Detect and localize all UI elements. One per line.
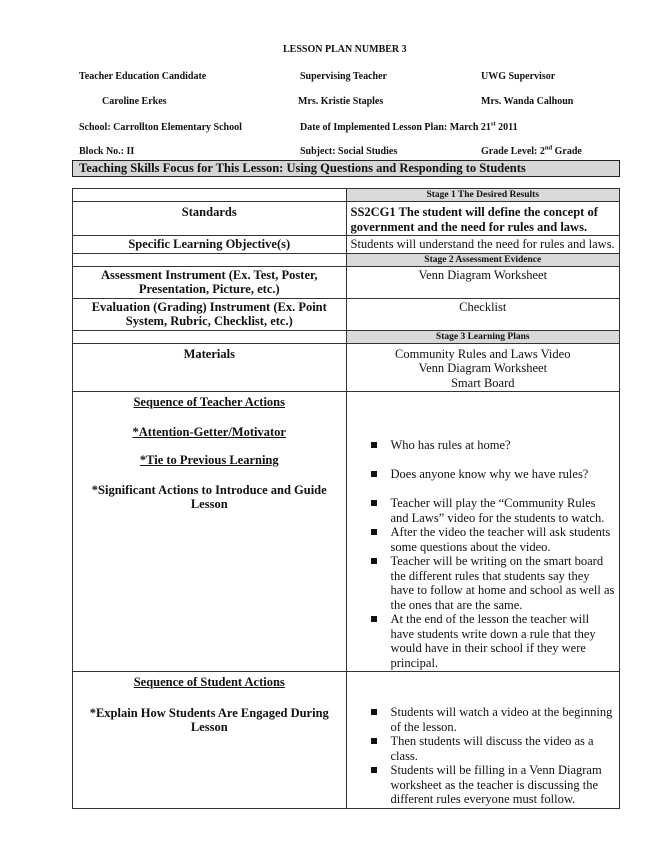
significant-bullets [351, 496, 616, 670]
teacher-sequence-label: Sequence of Teacher Actions [133, 395, 285, 409]
list-item: Does anyone know why we have rules? [351, 467, 616, 482]
significant-actions-label: *Significant Actions to Introduce and Guide Lesson [91, 482, 327, 511]
school-line: School: Carrollton Elementary School [79, 122, 242, 133]
supervising-name: Mrs. Kristie Staples [298, 96, 384, 107]
material-item: Community Rules and Laws Video [395, 346, 571, 361]
list-item: Teacher will be writing on the smart board the different rules that students say they have to follow at home and school as well as the ones that are the same. [351, 554, 616, 612]
attention-bullets [351, 438, 616, 453]
list-item: Students will be filling in a Venn Diagram worksheet as the teacher is discussing the different rules everyone must follow. [351, 763, 616, 807]
subject-line: Subject: Social Studies [300, 146, 398, 157]
objectives-text: Students will understand the need for rules and laws. [346, 236, 620, 254]
stage3-header: Stage 3 Learning Plans [346, 330, 620, 343]
supervising-role-label: Supervising Teacher [300, 71, 387, 82]
uwg-role-label: UWG Supervisor [481, 71, 556, 82]
standards-label: Standards [73, 202, 347, 236]
teacher-actions-content [346, 392, 620, 672]
block-line: Block No.: II [79, 146, 135, 157]
uwg-name: Mrs. Wanda Calhoun [481, 96, 574, 107]
assessment-instrument-label: Assessment Instrument (Ex. Test, Poster, Presentation, Picture, etc.) [73, 266, 347, 298]
list-item: At the end of the lesson the teacher will have students write down a rule that they would have in their school if they were principal. [351, 612, 616, 670]
student-actions-content [346, 672, 620, 809]
materials-label: Materials [73, 343, 347, 392]
student-sequence-label: Sequence of Student Actions [133, 675, 285, 689]
list-item: After the video the teacher will ask students some questions about the video. [351, 525, 616, 554]
stage1-header: Stage 1 The Desired Results [346, 189, 620, 202]
list-item: Teacher will play the “Community Rules and Laws” video for the students to watch. [351, 496, 616, 525]
assessment-instrument-text: Venn Diagram Worksheet [346, 266, 620, 298]
evaluation-instrument-label: Evaluation (Grading) Instrument (Ex. Point System, Rubric, Checklist, etc.) [73, 298, 347, 330]
objectives-label: Specific Learning Objective(s) [73, 236, 347, 254]
explain-engagement-label: *Explain How Students Are Engaged During Lesson [89, 705, 329, 734]
material-item: Venn Diagram Worksheet [418, 361, 548, 375]
list-item: Then students will discuss the video as a class. [351, 734, 616, 763]
attention-getter-label: *Attention-Getter/Motivator [132, 424, 286, 439]
stage2-header: Stage 2 Assessment Evidence [346, 253, 620, 266]
teacher-actions-labels [73, 392, 347, 672]
list-item: Students will watch a video at the beginning of the lesson. [351, 705, 616, 734]
tie-bullets [351, 467, 616, 482]
student-actions-labels [73, 672, 347, 809]
lesson-plan-title: LESSON PLAN NUMBER 3 [283, 44, 407, 55]
evaluation-instrument-text: Checklist [346, 298, 620, 330]
student-bullets [351, 705, 616, 807]
lesson-plan-table [72, 188, 620, 809]
teaching-focus-bar: Teaching Skills Focus for This Lesson: Using Questions and Responding to Students [72, 160, 620, 177]
material-item: Smart Board [450, 375, 515, 390]
tie-previous-label: *Tie to Previous Learning [139, 453, 279, 467]
list-item: Who has rules at home? [351, 438, 616, 453]
date-line: Date of Implemented Lesson Plan: March 21st 2011 [300, 120, 518, 133]
candidate-name: Caroline Erkes [102, 96, 167, 107]
grade-line: Grade Level: 2nd Grade [481, 144, 582, 157]
standards-text: SS2CG1 The student will define the concept of government and the need for rules and laws. [346, 202, 620, 236]
materials-list [346, 343, 620, 392]
candidate-role-label: Teacher Education Candidate [79, 71, 207, 82]
